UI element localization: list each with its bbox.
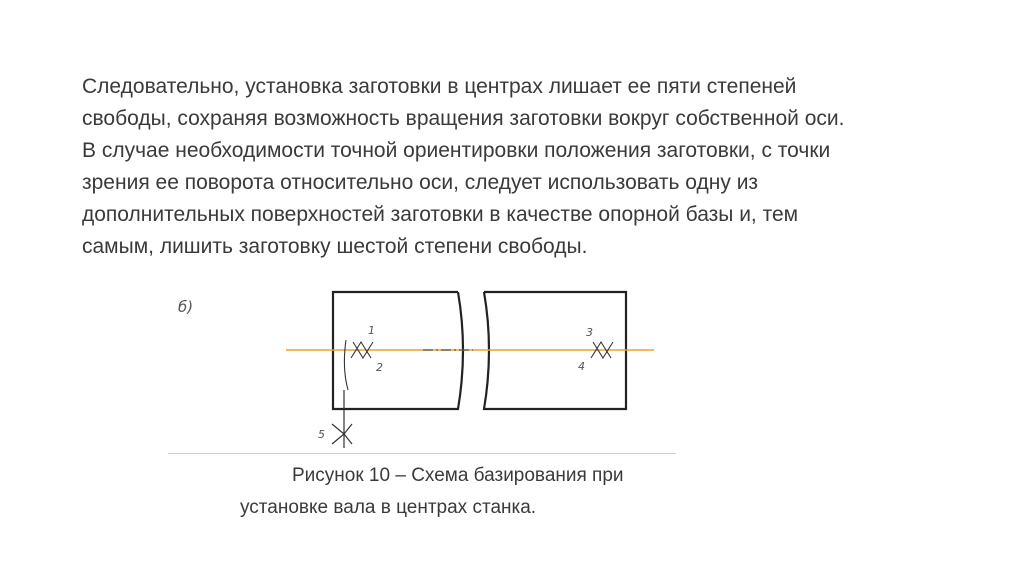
panel-label: б) [178, 298, 194, 316]
figure-divider [168, 453, 676, 454]
point-label-4: 4 [578, 360, 585, 373]
paragraph-line: В случае необходимости точной ориентировки положения заготовки, с точки [82, 139, 831, 162]
shaft-centers-diagram [168, 278, 676, 456]
point-label-5: 5 [318, 428, 325, 441]
point-label-2: 2 [376, 361, 383, 374]
left-center-support [344, 340, 373, 390]
paragraph-line: зрения ее поворота относительно оси, следует использовать одну из [82, 171, 759, 194]
paragraph-line: самым, лишить заготовку шестой степени свободы. [82, 235, 588, 258]
point-label-1: 1 [368, 324, 375, 337]
caption-line-1: Рисунок 10 – Схема базирования при [292, 465, 624, 486]
point-label-3: 3 [586, 326, 593, 339]
angular-support [332, 390, 352, 448]
paragraph-line: Следовательно, установка заготовки в центрах лишает ее пяти степеней [82, 75, 797, 98]
figure-caption [240, 460, 740, 524]
caption-line-2: установке вала в центрах станка. [240, 497, 537, 518]
diagram-svg [168, 278, 676, 456]
paragraph-line: свободы, сохраняя возможность вращения заготовки вокруг собственной оси. [82, 107, 845, 130]
paragraph-line: дополнительных поверхностей заготовки в качестве опорной базы и, тем [82, 203, 799, 226]
body-paragraph [82, 71, 962, 263]
